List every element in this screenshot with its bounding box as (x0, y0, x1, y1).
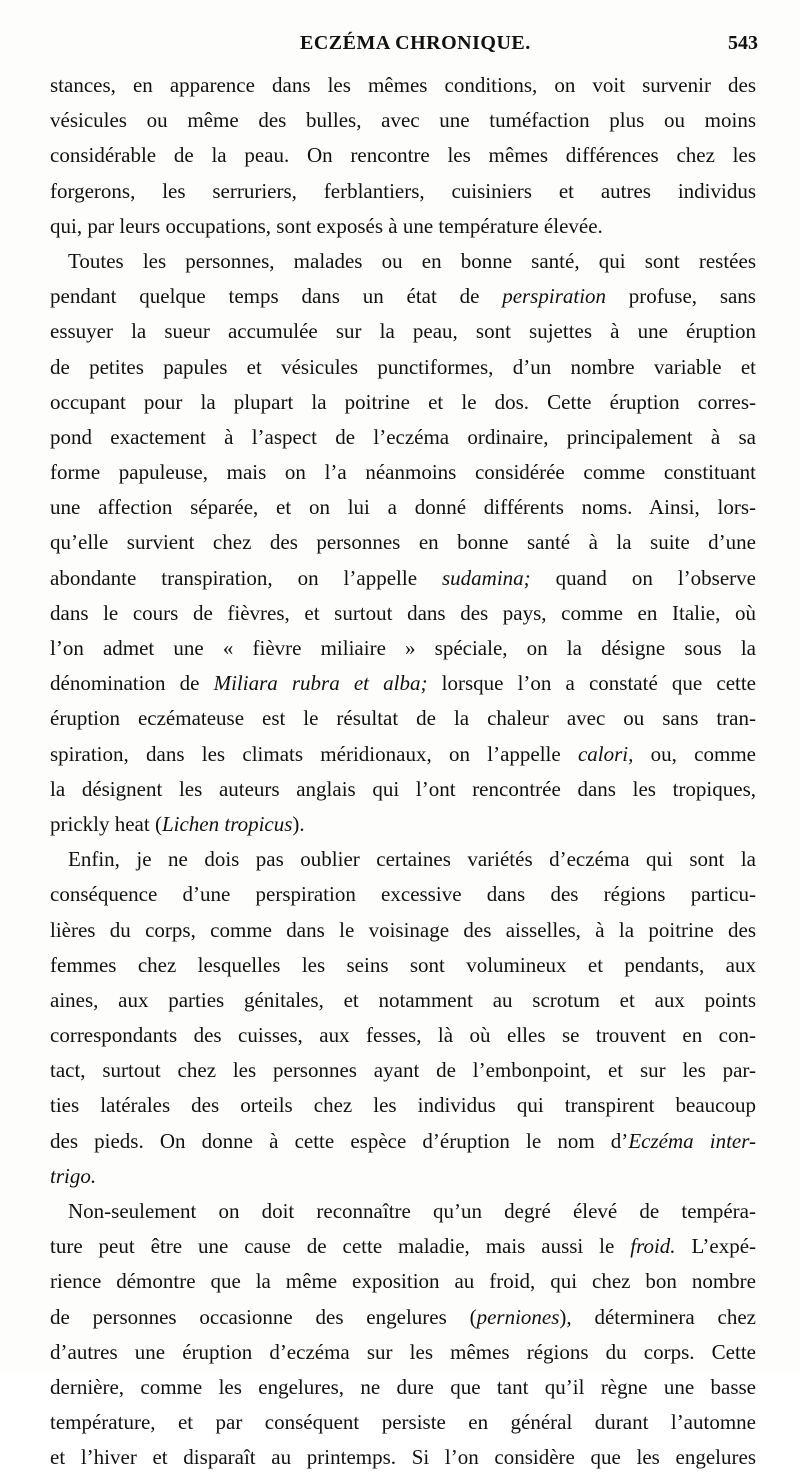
text-line (50, 701, 756, 736)
text-line (50, 596, 756, 631)
italic-term: sudamina; (441, 565, 531, 590)
text-segment: abondante transpiration, on l’appelle (50, 565, 442, 590)
text-segment: vésicules ou même des bulles, avec une tuméfaction plus ou moins (50, 108, 756, 133)
text-line (50, 772, 756, 807)
text-segment: ture peut être une cause de cette maladie, mais aussi le (50, 1234, 631, 1259)
text-segment: quand on l’observe (530, 565, 756, 590)
text-line (50, 455, 756, 490)
text-segment: température, et par conséquent persiste en général durant l’automne (50, 1410, 756, 1435)
italic-term: Miliara rubra et alba; (213, 671, 428, 696)
text-segment: rience démontre que la même exposition au froid, qui chez bon nombre (50, 1269, 756, 1294)
text-line (50, 1194, 756, 1229)
text-line (50, 209, 756, 244)
text-line (50, 103, 756, 138)
text-line (50, 420, 756, 455)
page-header (0, 32, 800, 62)
text-segment: pond exactement à l’aspect de l’eczéma ordinaire, principalement à sa (50, 424, 756, 449)
italic-term: Lichen tropicus (161, 811, 293, 836)
text-segment: qui, par leurs occupations, sont exposés à une température élevée. (50, 213, 603, 238)
text-line (50, 561, 756, 596)
text-line (50, 631, 756, 666)
page-number: 543 (728, 32, 758, 54)
text-line (50, 385, 756, 420)
italic-term: Eczéma inter- (628, 1128, 756, 1153)
text-line (50, 138, 756, 173)
text-segment: correspondants des cuisses, aux fesses, là où elles se trouvent en con- (50, 1023, 756, 1048)
text-segment: l’on admet une « fièvre miliaire » spéciale, on la désigne sous la (50, 636, 756, 660)
text-segment: dénomination de (50, 671, 214, 696)
text-segment: lorsque l’on a constaté que cette (427, 671, 757, 696)
text-segment: qu’elle survient chez des personnes en bonne santé à la suite d’une (50, 530, 756, 555)
text-segment: Toutes les personnes, malades ou en bonne santé, qui sont restées (68, 248, 756, 273)
text-line (50, 666, 756, 701)
text-segment: essuyer la sueur accumulée sur la peau, sont sujettes à une éruption (50, 319, 756, 344)
text-segment: et l’hiver et disparaît au printemps. Si l’on considère que les engelures (50, 1445, 756, 1470)
text-segment: prickly heat ( (50, 811, 162, 836)
text-line (50, 1229, 756, 1264)
text-segment: lières du corps, comme dans le voisinage des aisselles, à la poitrine des (50, 917, 756, 942)
text-segment: considérable de la peau. On rencontre les mêmes différences chez les (50, 143, 756, 168)
text-line (50, 1124, 756, 1159)
text-segment: ). (292, 811, 305, 836)
text-segment: éruption eczémateuse est le résultat de la chaleur avec ou sans tran- (50, 706, 756, 731)
text-line (50, 1370, 756, 1405)
text-line (50, 1440, 756, 1475)
text-segment: ), déterminera chez (559, 1304, 756, 1329)
text-line (50, 279, 756, 314)
text-line (50, 350, 756, 385)
text-line (50, 1300, 756, 1335)
text-segment: pendant quelque temps dans un état de (50, 284, 503, 309)
text-segment: de petites papules et vésicules punctiformes, d’un nombre variable et (50, 354, 756, 379)
text-line (50, 525, 756, 560)
text-line (50, 490, 756, 525)
text-line (50, 842, 756, 877)
text-line (50, 983, 756, 1018)
text-segment: aines, aux parties génitales, et notamment au scrotum et aux points (50, 987, 756, 1012)
text-segment: une affection séparée, et on lui a donné différents noms. Ainsi, lors- (50, 495, 756, 520)
running-title: ECZÉMA CHRONIQUE. (300, 32, 531, 54)
text-segment: la désignent les auteurs anglais qui l’ont rencontrée dans les tropiques, (50, 776, 756, 801)
text-segment: Enfin, je ne dois pas oublier certaines variétés d’eczéma qui sont la (68, 847, 756, 872)
text-segment: forme papuleuse, mais on l’a néanmoins considérée comme constituant (50, 460, 756, 485)
text-segment: profuse, sans (606, 284, 756, 309)
text-segment: stances, en apparence dans les mêmes conditions, on voit survenir des (50, 73, 756, 97)
text-line (50, 1159, 756, 1194)
italic-term: trigo. (50, 1163, 97, 1188)
text-segment: ties latérales des orteils chez les individus qui transpirent beaucoup (50, 1093, 756, 1118)
text-segment: Non-seulement on doit reconnaître qu’un degré élevé de tempéra- (68, 1199, 756, 1223)
text-line (50, 174, 756, 209)
text-segment: forgerons, les serruriers, ferblantiers, cuisiniers et autres individus (50, 178, 756, 203)
text-segment: L’expé- (675, 1234, 757, 1259)
text-segment: occupant pour la plupart la poitrine et le dos. Cette éruption corres- (50, 389, 756, 414)
body-text (50, 68, 756, 1476)
text-line (50, 737, 756, 772)
italic-term: perspiration (502, 284, 607, 309)
text-line (50, 877, 756, 912)
text-line (50, 1053, 756, 1088)
text-line (50, 913, 756, 948)
text-segment: ou, comme (633, 741, 756, 766)
text-line (50, 314, 756, 349)
text-line (50, 244, 756, 279)
text-line (50, 1335, 756, 1370)
text-line (50, 1405, 756, 1440)
text-segment: spiration, dans les climats méridionaux, on l’appelle (50, 741, 578, 766)
text-line (50, 1264, 756, 1299)
text-segment: dans le cours de fièvres, et surtout dans des pays, comme en Italie, où (50, 600, 756, 625)
italic-term: froid. (630, 1234, 676, 1259)
text-segment: femmes chez lesquelles les seins sont volumineux et pendants, aux (50, 952, 756, 977)
text-segment: d’autres une éruption d’eczéma sur les mêmes régions du corps. Cette (50, 1339, 756, 1364)
italic-term: perniones (476, 1304, 560, 1329)
text-line (50, 948, 756, 983)
text-line (50, 807, 756, 842)
italic-term: calori, (577, 741, 634, 766)
text-line (50, 1088, 756, 1123)
text-segment: des pieds. On donne à cette espèce d’éruption le nom d’ (50, 1128, 629, 1153)
text-line (50, 1018, 756, 1053)
text-segment: dernière, comme les engelures, ne dure que tant qu’il règne une basse (50, 1374, 756, 1399)
text-segment: conséquence d’une perspiration excessive dans des régions particu- (50, 882, 756, 907)
text-line (50, 68, 756, 103)
text-segment: tact, surtout chez les personnes ayant de l’embonpoint, et sur les par- (50, 1058, 756, 1083)
text-segment: de personnes occasionne des engelures ( (50, 1304, 477, 1329)
